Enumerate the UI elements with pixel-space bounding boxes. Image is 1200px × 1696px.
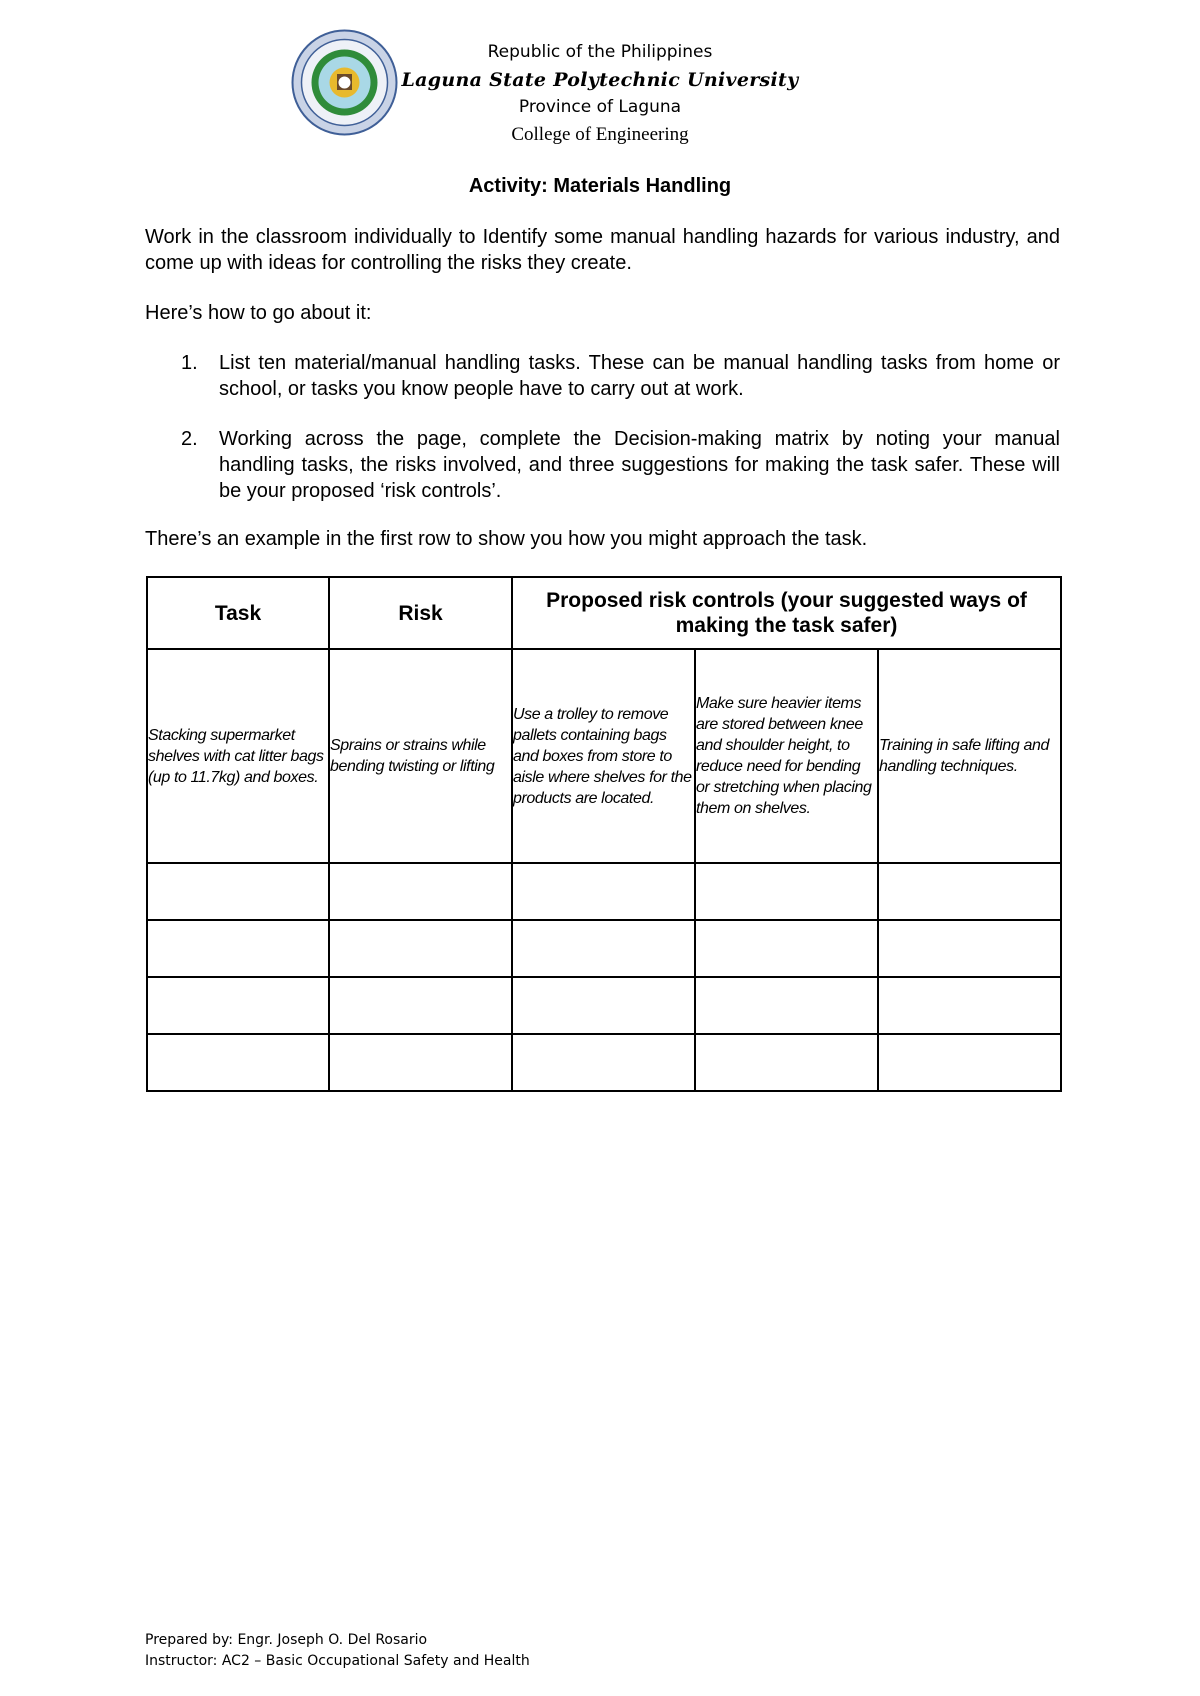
step-number: 1. — [181, 352, 198, 374]
header-task: Task — [147, 577, 329, 649]
footer-instructor: Instructor: AC2 – Basic Occupational Safety and Health — [145, 1653, 530, 1669]
blank-cell[interactable] — [512, 863, 695, 920]
blank-cell[interactable] — [878, 977, 1061, 1034]
blank-cell[interactable] — [147, 863, 329, 920]
table-row — [147, 977, 1061, 1034]
example-note: There’s an example in the first row to show you how you might approach the task. — [145, 528, 868, 550]
example-row — [147, 649, 1061, 863]
header-province: Province of Laguna — [518, 97, 682, 117]
decision-making-matrix — [146, 576, 1062, 1092]
blank-cell[interactable] — [878, 920, 1061, 977]
example-task: Stacking supermarket shelves with cat litter bags (up to 11.7kg) and boxes. — [147, 649, 329, 863]
header-proposed-controls: Proposed risk controls (your suggested ways of making the task safer) — [512, 577, 1061, 649]
how-to-paragraph: Here’s how to go about it: — [145, 302, 372, 324]
footer-prepared-by: Prepared by: Engr. Joseph O. Del Rosario — [145, 1632, 428, 1648]
table-header-row — [147, 577, 1061, 649]
activity-title: Activity: Materials Handling — [468, 175, 732, 197]
blank-cell[interactable] — [878, 1034, 1061, 1091]
table-row — [147, 920, 1061, 977]
intro-paragraph: Work in the classroom individually to Identify some manual handling hazards for various industry, and come up with ideas for controlling the risks they create. — [145, 226, 1060, 274]
blank-cell[interactable] — [329, 977, 512, 1034]
example-control-3: Training in safe lifting and handling techniques. — [878, 649, 1061, 863]
header-college: College of Engineering — [511, 124, 689, 145]
header-university: Laguna State Polytechnic University — [401, 69, 799, 91]
blank-cell[interactable] — [329, 1034, 512, 1091]
blank-cell[interactable] — [512, 920, 695, 977]
blank-cell[interactable] — [695, 920, 878, 977]
blank-cell[interactable] — [512, 977, 695, 1034]
blank-cell[interactable] — [878, 863, 1061, 920]
step-text: List ten material/manual handling tasks. These can be manual handling tasks from home or school, or tasks you know people have to carry out at work. — [219, 352, 1060, 400]
blank-cell[interactable] — [147, 977, 329, 1034]
blank-cell[interactable] — [695, 977, 878, 1034]
table-row — [147, 1034, 1061, 1091]
table-row — [147, 863, 1061, 920]
header-republic: Republic of the Philippines — [487, 42, 713, 62]
blank-cell[interactable] — [512, 1034, 695, 1091]
example-risk: Sprains or strains while bending twisting or lifting — [329, 649, 512, 863]
blank-cell[interactable] — [329, 920, 512, 977]
step-text: Working across the page, complete the Decision-making matrix by noting your manual handling tasks, the risks involved, and three suggestions for making the task safer. These will be your proposed ‘risk controls’. — [219, 428, 1060, 502]
blank-cell[interactable] — [695, 1034, 878, 1091]
blank-cell[interactable] — [147, 1034, 329, 1091]
example-control-1: Use a trolley to remove pallets containing bags and boxes from store to aisle where shelves for the products are located. — [512, 649, 695, 863]
footer — [145, 1630, 530, 1672]
blank-cell[interactable] — [329, 863, 512, 920]
blank-cell[interactable] — [147, 920, 329, 977]
example-control-2: Make sure heavier items are stored between knee and shoulder height, to reduce need for bending or stretching when placing them on shelves. — [695, 649, 878, 863]
step-number: 2. — [181, 428, 198, 450]
blank-cell[interactable] — [695, 863, 878, 920]
header-risk: Risk — [329, 577, 512, 649]
